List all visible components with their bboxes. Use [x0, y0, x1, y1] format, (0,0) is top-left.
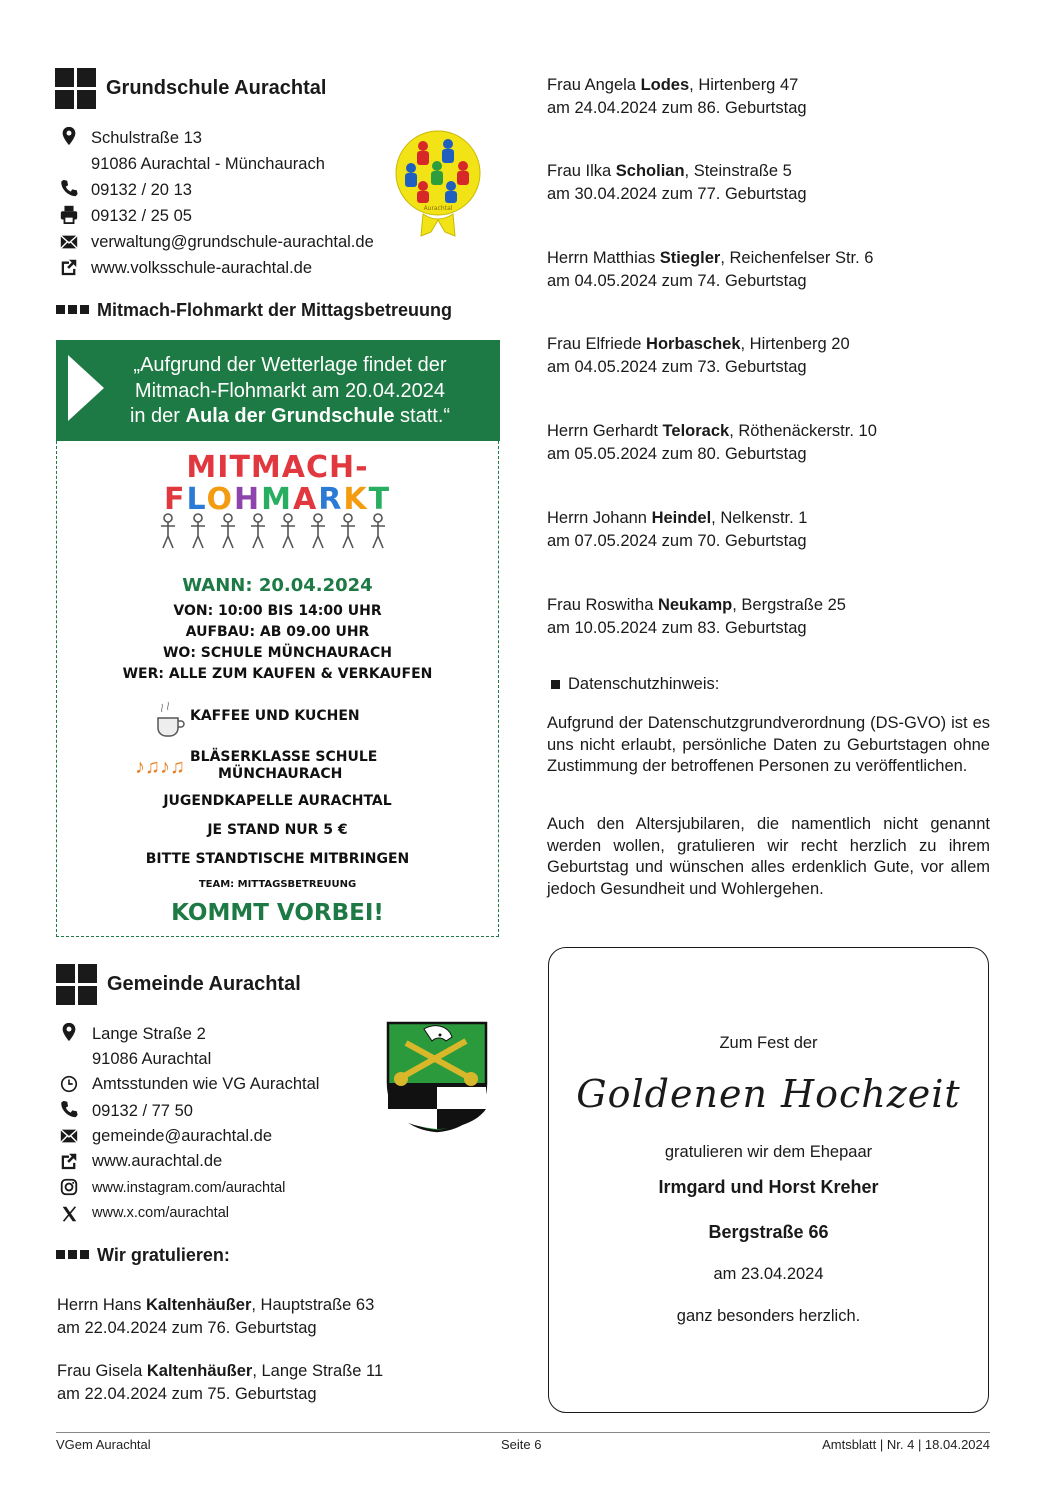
birthday-entry: Herrn Gerhardt Telorack, Röthenäckerstr. 10 am 05.05.2024 zum 80. Geburtstag — [547, 422, 877, 463]
phone-icon — [58, 1099, 80, 1119]
birthday-entry: Frau Gisela Kaltenhäußer, Lange Straße 11 am 22.04.2024 zum 75. Geburtstag — [57, 1362, 384, 1403]
fax-icon — [58, 204, 80, 224]
flyer-tische: BITTE STANDTISCHE MITBRINGEN — [145, 851, 410, 867]
flyer-aufbau: AUFBAU: AB 09.00 UHR — [185, 624, 370, 640]
gemeinde-web[interactable]: www.aurachtal.de — [92, 1152, 223, 1170]
coat-of-arms — [386, 1021, 488, 1133]
flyer-title-2: FLOHMARKT — [163, 482, 392, 517]
flyer-kommt: KOMMT VORBEI! — [171, 900, 384, 926]
flohmarkt-heading: Mitmach-Flohmarkt der Mittagsbetreuung — [56, 300, 452, 321]
flyer-wer: WER: ALLE ZUM KAUFEN & VERKAUFEN — [122, 666, 433, 682]
mail-icon — [58, 1126, 80, 1146]
flyer-blaeser-1: BLÄSERKLASSE SCHULE — [190, 749, 378, 765]
birthday-entry: Frau Elfriede Horbaschek, Hirtenberg 20 am 04.05.2024 zum 73. Geburtstag — [547, 335, 850, 376]
flyer-stand: JE STAND NUR 5 € — [207, 822, 348, 838]
gemeinde-phone: 09132 / 77 50 — [92, 1102, 193, 1120]
card-closing: ganz besonders herzlich. — [676, 1307, 861, 1325]
card-script-title: Goldenen Hochzeit — [576, 1072, 961, 1116]
coffee-cup-icon — [150, 700, 188, 738]
birthday-entry: Herrn Matthias Stiegler, Reichenfelser Str. 6 am 04.05.2024 zum 74. Geburtstag — [547, 249, 874, 290]
card-address: Bergstraße 66 — [708, 1222, 829, 1242]
flyer-jugend: JUGENDKAPELLE AURACHTAL — [163, 793, 392, 809]
flyer-blaeser-2: MÜNCHAURACH — [218, 766, 343, 782]
footer-divider — [56, 1432, 990, 1433]
stick-figures-illustration — [150, 512, 410, 552]
card-line-1: Zum Fest der — [719, 1034, 818, 1052]
flyer-von: VON: 10:00 BIS 14:00 UHR — [173, 603, 382, 619]
gemeinde-x[interactable]: www.x.com/aurachtal — [92, 1205, 229, 1221]
birthday-entry: Herrn Johann Heindel, Nelkenstr. 1 am 07.05.2024 zum 70. Geburtstag — [547, 509, 808, 550]
external-link-icon — [58, 257, 80, 277]
school-fax: 09132 / 25 05 — [91, 207, 192, 225]
school-email[interactable]: verwaltung@grundschule-aurachtal.de — [91, 233, 374, 251]
footer-right: Amtsblatt | Nr. 4 | 18.04.2024 — [822, 1437, 990, 1452]
birthday-entry: Herrn Hans Kaltenhäußer, Hauptstraße 63 am 22.04.2024 zum 76. Geburtstag — [57, 1296, 375, 1337]
school-phone: 09132 / 20 13 — [91, 181, 192, 199]
school-city: 91086 Aurachtal - Münchaurach — [91, 155, 325, 173]
external-link-icon — [58, 1151, 80, 1171]
flyer-title-1: MITMACH- — [186, 450, 369, 485]
birthday-entry: Frau Ilka Scholian, Steinstraße 5 am 30.04.2024 zum 77. Geburtstag — [547, 162, 807, 203]
notice-text: „Aufgrund der Wetterlage findet der Mitmach-Flohmarkt am 20.04.2024 in der Aula der Grundschule statt.“ — [129, 354, 451, 427]
flyer-wo: WO: SCHULE MÜNCHAURACH — [162, 645, 392, 661]
school-title: Grundschule Aurachtal — [106, 77, 327, 99]
datenschutz-para-2: Auch den Altersjubilaren, die namentlich nicht genannt werden wollen, gratulieren wir recht herzlich zu ihrem Geburtstag und wünschen alles erdenklich Gute, vor allem jedoch Gesundheit und Wohlergehen. — [547, 815, 990, 898]
card-names: Irmgard und Horst Kreher — [658, 1177, 879, 1197]
datenschutz-para-1: Aufgrund der Datenschutzgrundverordnung (DS-GVO) ist es uns nicht erlaubt, persönliche Daten zu Geburtstagen ohne Zustimmung der betroffenen Personen zu veröffentlichen. — [547, 714, 990, 775]
clock-icon — [58, 1074, 80, 1094]
gemeinde-city: 91086 Aurachtal — [92, 1050, 212, 1068]
birthday-entry: Frau Roswitha Neukamp, Bergstraße 25 am 10.05.2024 zum 83. Geburtstag — [547, 596, 846, 637]
card-date: am 23.04.2024 — [713, 1265, 824, 1283]
location-pin-icon — [58, 126, 80, 146]
datenschutz-heading: Datenschutzhinweis: — [568, 675, 720, 693]
school-street: Schulstraße 13 — [91, 129, 202, 147]
location-pin-icon — [58, 1022, 80, 1042]
gemeinde-email[interactable]: gemeinde@aurachtal.de — [92, 1127, 273, 1145]
flyer-wann: WANN: 20.04.2024 — [182, 575, 373, 596]
gemeinde-instagram[interactable]: www.instagram.com/aurachtal — [92, 1180, 286, 1196]
mail-icon — [58, 232, 80, 252]
footer-page: Seite 6 — [501, 1437, 542, 1452]
footer-left: VGem Aurachtal — [56, 1437, 151, 1452]
school-web[interactable]: www.volksschule-aurachtal.de — [91, 259, 313, 277]
gemeinde-hours: Amtsstunden wie VG Aurachtal — [92, 1075, 320, 1093]
instagram-icon — [58, 1177, 80, 1197]
flyer-team: TEAM: MITTAGSBETREUUNG — [198, 879, 357, 890]
birthday-entry: Frau Angela Lodes, Hirtenberg 47 am 24.04.2024 zum 86. Geburtstag — [547, 76, 807, 117]
gemeinde-title: Gemeinde Aurachtal — [107, 973, 301, 995]
school-logo-text: Aurachtal — [423, 205, 453, 212]
school-logo — [393, 128, 483, 240]
music-notes-icon: ♪♫♪♫ — [135, 756, 185, 778]
card-line-2: gratulieren wir dem Ehepaar — [664, 1143, 873, 1161]
section-icon — [56, 964, 98, 1006]
flyer-kaffee: KAFFEE UND KUCHEN — [190, 708, 360, 724]
bullet-square-icon — [551, 680, 560, 689]
section-icon — [55, 68, 97, 110]
gemeinde-street: Lange Straße 2 — [92, 1025, 206, 1043]
x-logo-icon — [58, 1204, 80, 1224]
gratulieren-heading: Wir gratulieren: — [56, 1245, 230, 1266]
phone-icon — [58, 178, 80, 198]
